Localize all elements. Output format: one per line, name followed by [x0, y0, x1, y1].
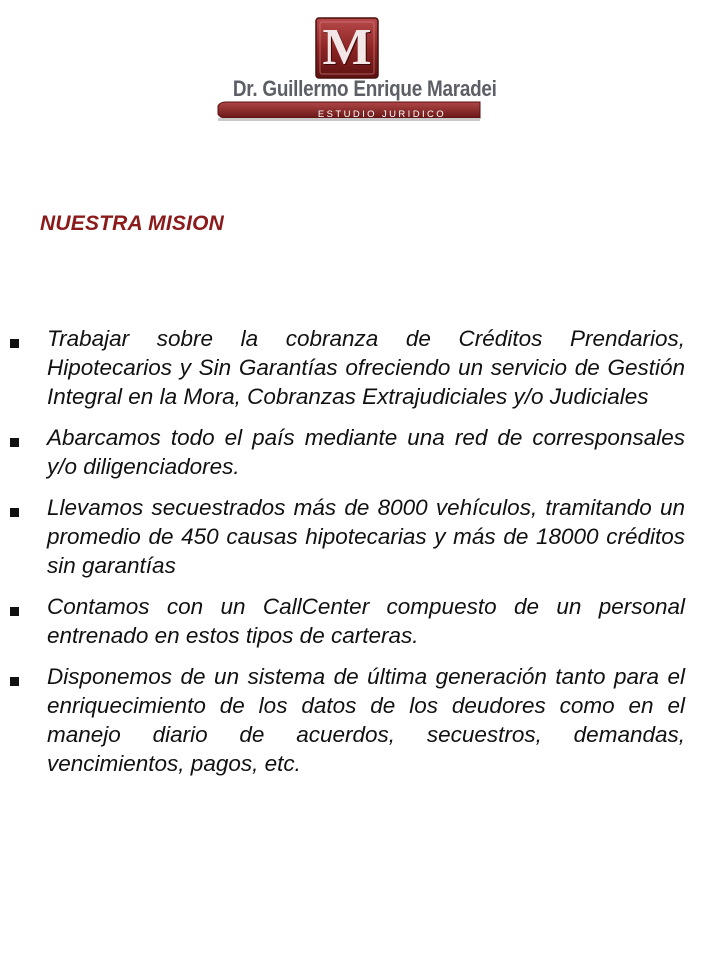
firm-subtitle: ESTUDIO JURIDICO: [317, 109, 447, 120]
mission-bullet-list: [0, 324, 720, 790]
logo-letter: M: [322, 19, 372, 76]
square-bullet-icon: [10, 677, 19, 686]
list-item-text: Disponemos de un sistema de última generación tanto para el enriquecimiento de los datos de los deudores como en el manejo diario de acuerdos, secuestros, demandas, vencimientos, pagos, etc.: [47, 664, 685, 776]
logo-letter-box: [316, 18, 378, 80]
square-bullet-icon: [10, 508, 19, 517]
square-bullet-icon: [10, 339, 19, 348]
list-item: [0, 423, 685, 481]
list-item-text: Contamos con un CallCenter compuesto de un personal entrenado en estos tipos de carteras.: [47, 594, 685, 648]
firm-logo: [214, 14, 497, 126]
page-title: NUESTRA MISION: [40, 212, 225, 235]
list-item-text: Trabajar sobre la cobranza de Créditos Prendarios, Hipotecarios y Sin Garantías ofreciendo un servicio de Gestión Integral en la Mora, Cobranzas Extrajudiciales y/o Judiciales: [47, 326, 685, 409]
list-item-text: Llevamos secuestrados más de 8000 vehículos, tramitando un promedio de 450 causas hipotecarias y más de 18000 créditos sin garantías: [47, 495, 685, 578]
square-bullet-icon: [10, 438, 19, 447]
list-item-text: Abarcamos todo el país mediante una red de corresponsales y/o diligenciadores.: [47, 425, 685, 479]
list-item: [0, 592, 685, 650]
square-bullet-icon: [10, 607, 19, 616]
list-item: [0, 662, 685, 778]
list-item: [0, 324, 685, 411]
firm-name: Dr. Guillermo Enrique Maradei: [232, 76, 497, 101]
list-item: [0, 493, 685, 580]
